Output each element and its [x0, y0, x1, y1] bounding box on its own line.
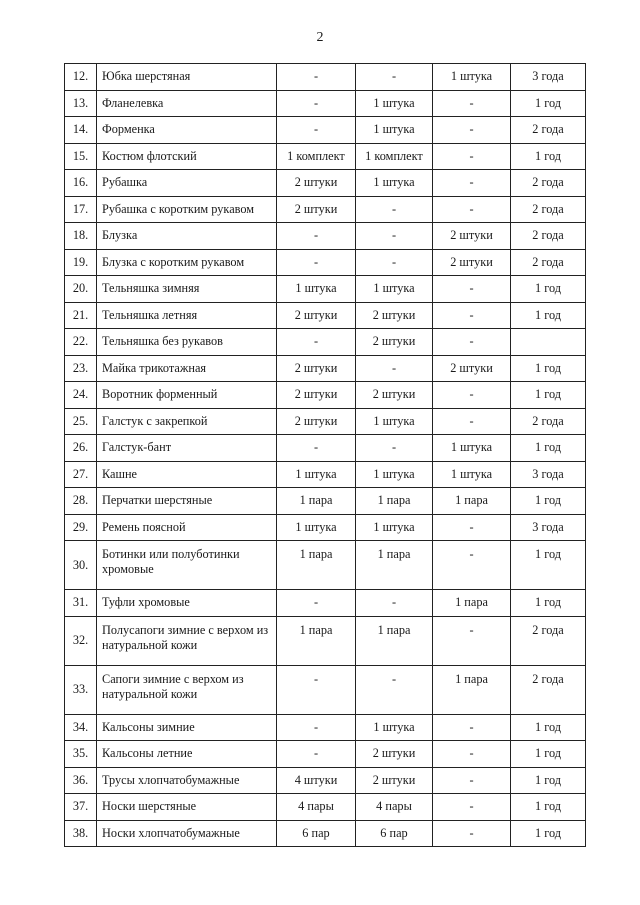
quantity-col-2: 1 штука [356, 408, 433, 435]
quantity-col-1: - [277, 249, 356, 276]
quantity-col-1: 2 штуки [277, 170, 356, 197]
table-row [65, 665, 586, 714]
table-row [65, 435, 586, 462]
row-number: 30. [65, 541, 97, 590]
quantity-col-3: 1 штука [433, 461, 511, 488]
table-row [65, 143, 586, 170]
item-name: Блузка [97, 223, 277, 250]
quantity-col-1: 2 штуки [277, 408, 356, 435]
quantity-col-2: 2 штуки [356, 767, 433, 794]
row-number: 18. [65, 223, 97, 250]
row-number: 17. [65, 196, 97, 223]
table-row [65, 408, 586, 435]
quantity-col-3: - [433, 276, 511, 303]
table-row [65, 302, 586, 329]
wear-period: 1 год [511, 541, 586, 590]
item-name: Рубашка [97, 170, 277, 197]
item-name: Ремень поясной [97, 514, 277, 541]
row-number: 21. [65, 302, 97, 329]
table-row [65, 820, 586, 847]
quantity-col-3: 2 штуки [433, 355, 511, 382]
row-number: 36. [65, 767, 97, 794]
quantity-col-1: 1 пара [277, 488, 356, 515]
quantity-col-1: - [277, 665, 356, 714]
quantity-col-2: - [356, 249, 433, 276]
clothing-norms-table [64, 63, 586, 847]
row-number: 33. [65, 665, 97, 714]
quantity-col-2: 1 штука [356, 514, 433, 541]
quantity-col-2: 6 пар [356, 820, 433, 847]
quantity-col-3: - [433, 820, 511, 847]
table-body [65, 64, 586, 847]
quantity-col-2: 1 штука [356, 461, 433, 488]
row-number: 16. [65, 170, 97, 197]
table-row [65, 541, 586, 590]
row-number: 37. [65, 794, 97, 821]
item-name: Перчатки шерстяные [97, 488, 277, 515]
quantity-col-2: 4 пары [356, 794, 433, 821]
quantity-col-3: 2 штуки [433, 223, 511, 250]
quantity-col-1: - [277, 117, 356, 144]
quantity-col-1: 1 штука [277, 514, 356, 541]
table-row [65, 714, 586, 741]
wear-period: 1 год [511, 714, 586, 741]
quantity-col-1: - [277, 223, 356, 250]
table-row [65, 249, 586, 276]
wear-period: 2 года [511, 616, 586, 665]
item-name: Полусапоги зимние с верхом из натуральной кожи [97, 616, 277, 665]
quantity-col-2: 1 штука [356, 117, 433, 144]
item-name: Кашне [97, 461, 277, 488]
table-row [65, 355, 586, 382]
quantity-col-1: - [277, 741, 356, 768]
item-name: Ботинки или полуботинки хромовые [97, 541, 277, 590]
row-number: 26. [65, 435, 97, 462]
wear-period: 1 год [511, 820, 586, 847]
item-name: Кальсоны зимние [97, 714, 277, 741]
table-row [65, 488, 586, 515]
quantity-col-1: 2 штуки [277, 382, 356, 409]
wear-period: 1 год [511, 590, 586, 617]
row-number: 27. [65, 461, 97, 488]
wear-period: 1 год [511, 143, 586, 170]
quantity-col-1: 1 пара [277, 541, 356, 590]
quantity-col-2: 2 штуки [356, 382, 433, 409]
wear-period: 2 года [511, 665, 586, 714]
table-row [65, 117, 586, 144]
item-name: Тельняшка зимняя [97, 276, 277, 303]
quantity-col-3: 1 штука [433, 435, 511, 462]
item-name: Воротник форменный [97, 382, 277, 409]
quantity-col-2: - [356, 223, 433, 250]
wear-period: 1 год [511, 794, 586, 821]
quantity-col-3: - [433, 143, 511, 170]
table-row [65, 223, 586, 250]
quantity-col-1: 1 штука [277, 461, 356, 488]
wear-period: 1 год [511, 90, 586, 117]
wear-period: 3 года [511, 64, 586, 91]
quantity-col-2: - [356, 196, 433, 223]
quantity-col-2: - [356, 435, 433, 462]
wear-period: 2 года [511, 408, 586, 435]
item-name: Костюм флотский [97, 143, 277, 170]
quantity-col-2: 2 штуки [356, 741, 433, 768]
quantity-col-3: 1 пара [433, 665, 511, 714]
item-name: Форменка [97, 117, 277, 144]
quantity-col-1: - [277, 590, 356, 617]
wear-period: 1 год [511, 355, 586, 382]
quantity-col-3: - [433, 714, 511, 741]
row-number: 32. [65, 616, 97, 665]
quantity-col-3: - [433, 616, 511, 665]
item-name: Рубашка с коротким рукавом [97, 196, 277, 223]
row-number: 31. [65, 590, 97, 617]
quantity-col-2: 1 комплект [356, 143, 433, 170]
quantity-col-1: 2 штуки [277, 355, 356, 382]
row-number: 19. [65, 249, 97, 276]
table-row [65, 461, 586, 488]
item-name: Трусы хлопчатобумажные [97, 767, 277, 794]
wear-period: 1 год [511, 302, 586, 329]
item-name: Носки шерстяные [97, 794, 277, 821]
quantity-col-3: - [433, 408, 511, 435]
wear-period: 2 года [511, 249, 586, 276]
row-number: 34. [65, 714, 97, 741]
quantity-col-1: - [277, 329, 356, 356]
quantity-col-2: 2 штуки [356, 329, 433, 356]
wear-period: 2 года [511, 223, 586, 250]
row-number: 22. [65, 329, 97, 356]
wear-period [511, 329, 586, 356]
page-number: 2 [316, 30, 324, 45]
table-row [65, 196, 586, 223]
row-number: 23. [65, 355, 97, 382]
quantity-col-2: - [356, 355, 433, 382]
row-number: 28. [65, 488, 97, 515]
quantity-col-3: - [433, 196, 511, 223]
row-number: 12. [65, 64, 97, 91]
table-row [65, 616, 586, 665]
quantity-col-1: 6 пар [277, 820, 356, 847]
quantity-col-3: - [433, 767, 511, 794]
table-row [65, 90, 586, 117]
item-name: Тельняшка летняя [97, 302, 277, 329]
quantity-col-1: 1 пара [277, 616, 356, 665]
quantity-col-2: - [356, 590, 433, 617]
wear-period: 1 год [511, 382, 586, 409]
quantity-col-3: - [433, 170, 511, 197]
quantity-col-1: - [277, 90, 356, 117]
quantity-col-1: - [277, 64, 356, 91]
quantity-col-1: 4 штуки [277, 767, 356, 794]
table-row [65, 767, 586, 794]
quantity-col-2: 2 штуки [356, 302, 433, 329]
row-number: 24. [65, 382, 97, 409]
table-row [65, 590, 586, 617]
table-row [65, 382, 586, 409]
quantity-col-3: 1 штука [433, 64, 511, 91]
item-name: Галстук-бант [97, 435, 277, 462]
quantity-col-2: 1 штука [356, 276, 433, 303]
quantity-col-2: 1 пара [356, 488, 433, 515]
quantity-col-3: - [433, 329, 511, 356]
clothing-norms-table-wrap [64, 63, 586, 847]
item-name: Блузка с коротким рукавом [97, 249, 277, 276]
row-number: 15. [65, 143, 97, 170]
item-name: Носки хлопчатобумажные [97, 820, 277, 847]
wear-period: 3 года [511, 461, 586, 488]
item-name: Туфли хромовые [97, 590, 277, 617]
quantity-col-3: - [433, 741, 511, 768]
quantity-col-1: 1 штука [277, 276, 356, 303]
quantity-col-3: - [433, 90, 511, 117]
table-row [65, 276, 586, 303]
item-name: Юбка шерстяная [97, 64, 277, 91]
table-row [65, 329, 586, 356]
item-name: Галстук с закрепкой [97, 408, 277, 435]
wear-period: 1 год [511, 488, 586, 515]
quantity-col-1: 4 пары [277, 794, 356, 821]
quantity-col-3: - [433, 382, 511, 409]
wear-period: 1 год [511, 741, 586, 768]
table-row [65, 741, 586, 768]
item-name: Тельняшка без рукавов [97, 329, 277, 356]
wear-period: 1 год [511, 767, 586, 794]
quantity-col-1: - [277, 435, 356, 462]
quantity-col-1: - [277, 714, 356, 741]
row-number: 20. [65, 276, 97, 303]
quantity-col-3: - [433, 541, 511, 590]
row-number: 14. [65, 117, 97, 144]
quantity-col-2: 1 пара [356, 541, 433, 590]
quantity-col-1: 2 штуки [277, 196, 356, 223]
quantity-col-3: - [433, 514, 511, 541]
table-row [65, 64, 586, 91]
table-row [65, 170, 586, 197]
quantity-col-3: 1 пара [433, 590, 511, 617]
item-name: Сапоги зимние с верхом из натуральной кожи [97, 665, 277, 714]
wear-period: 2 года [511, 117, 586, 144]
table-row [65, 514, 586, 541]
quantity-col-2: - [356, 665, 433, 714]
wear-period: 3 года [511, 514, 586, 541]
item-name: Фланелевка [97, 90, 277, 117]
wear-period: 1 год [511, 435, 586, 462]
quantity-col-2: 1 штука [356, 170, 433, 197]
quantity-col-3: - [433, 794, 511, 821]
quantity-col-1: 2 штуки [277, 302, 356, 329]
table-row [65, 794, 586, 821]
quantity-col-2: 1 штука [356, 714, 433, 741]
quantity-col-3: 2 штуки [433, 249, 511, 276]
quantity-col-2: - [356, 64, 433, 91]
row-number: 29. [65, 514, 97, 541]
quantity-col-3: - [433, 302, 511, 329]
wear-period: 1 год [511, 276, 586, 303]
row-number: 38. [65, 820, 97, 847]
item-name: Кальсоны летние [97, 741, 277, 768]
quantity-col-2: 1 штука [356, 90, 433, 117]
row-number: 35. [65, 741, 97, 768]
row-number: 25. [65, 408, 97, 435]
quantity-col-3: - [433, 117, 511, 144]
wear-period: 2 года [511, 170, 586, 197]
quantity-col-3: 1 пара [433, 488, 511, 515]
item-name: Майка трикотажная [97, 355, 277, 382]
wear-period: 2 года [511, 196, 586, 223]
row-number: 13. [65, 90, 97, 117]
quantity-col-1: 1 комплект [277, 143, 356, 170]
quantity-col-2: 1 пара [356, 616, 433, 665]
